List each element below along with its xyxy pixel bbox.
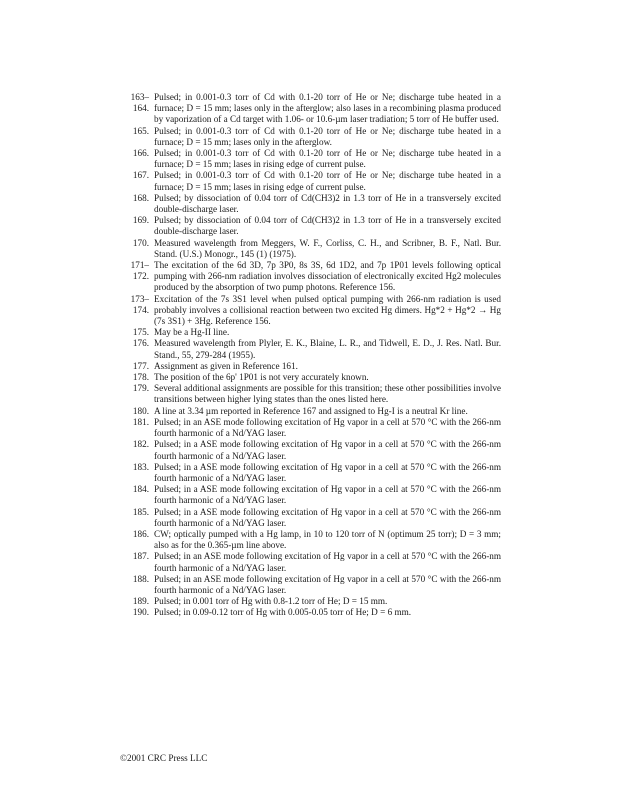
footnote-text: CW; optically pumped with a Hg lamp, in 10 to 120 torr of N (optimum 25 torr); D = 3 mm; also as for the 0.365-µm line above. xyxy=(154,528,501,551)
footnote-item xyxy=(117,607,501,618)
footnote-item xyxy=(117,574,501,596)
footnote-item xyxy=(117,406,501,417)
footnote-number: 173– 174. xyxy=(130,293,149,315)
footnote-item xyxy=(117,383,501,405)
footnote-number: 165. xyxy=(132,125,149,136)
footnote-text: Assignment as given in Reference 161. xyxy=(154,360,298,371)
footnote-number: 170. xyxy=(132,237,149,248)
footnote-text: Pulsed; by dissociation of 0.04 torr of Cd(CH3)2 in 1.3 torr of He in a transversely excited double-discharge laser. xyxy=(154,192,501,215)
footnote-number: 168. xyxy=(132,192,149,203)
footnote-number: 175. xyxy=(132,327,149,338)
footnote-text: Measured wavelength from Plyler, E. K., Blaine, L. R., and Tidwell, E. D., J. Res. Natl. Bur. Stand., 55, 279-284 (1955). xyxy=(154,338,501,360)
footnote-number: 181. xyxy=(132,416,149,427)
footnote-item xyxy=(117,596,501,607)
footnote-text: Pulsed; by dissociation of 0.04 torr of Cd(CH3)2 in 1.3 torr of He in a transversely excited double-discharge laser. xyxy=(154,215,501,237)
footnote-number: 184. xyxy=(132,484,149,495)
footnote-item xyxy=(117,148,501,170)
footnote-text: Pulsed; in an ASE mode following excitation of Hg vapor in a cell at 570 °C with the 266-nm fourth harmonic of a Nd/YAG laser. xyxy=(154,416,501,439)
footnote-number: 190. xyxy=(132,607,149,618)
footnote-text: Pulsed; in 0.09-0.12 torr of Hg with 0.005-0.05 torr of He; D = 6 mm. xyxy=(154,607,412,618)
footnote-text: Pulsed; in a ASE mode following excitation of Hg vapor in a cell at 570 °C with the 266-nm fourth harmonic of a Nd/YAG laser. xyxy=(154,439,501,461)
footnote-item xyxy=(117,551,501,573)
footnote-text: Pulsed; in an ASE mode following excitation of Hg vapor in a cell at 570 °C with the 266-nm fourth harmonic of a Nd/YAG laser. xyxy=(154,573,501,595)
footnote-text: Pulsed; in 0.001-0.3 torr of Cd with 0.1-20 torr of He or Ne; discharge tube heated in a furnace; D = 15 mm; lases in rising edge of current pulse. xyxy=(154,170,501,192)
footnote-text: Excitation of the 7s 3S1 level when pulsed optical pumping with 266-nm radiation is used probably involves a collisional reaction between two excited Hg dimers. Hg*2 + Hg*2 → Hg (7s 3S1) + 3Hg. Reference 156. xyxy=(154,293,501,327)
footnote-text: Pulsed; in an ASE mode following excitation of Hg vapor in a cell at 570 °C with the 266-nm fourth harmonic of a Nd/YAG laser. xyxy=(154,551,501,573)
footnote-text: A line at 3.34 µm reported in Reference 167 and assigned to Hg-I is a neutral Kr line. xyxy=(154,405,468,416)
footnote-number: 185. xyxy=(132,506,149,517)
footnote-text: Pulsed; in 0.001-0.3 torr of Cd with 0.1-20 torr of He or Ne; discharge tube heated in a furnace; D = 15 mm; lases in rising edge of current pulse. xyxy=(154,148,501,170)
footnote-text: May be a Hg-II line. xyxy=(154,327,230,338)
footnote-number: 178. xyxy=(132,372,149,383)
footnote-item xyxy=(117,193,501,215)
footnote-number: 167. xyxy=(132,170,149,181)
footnote-number: 183. xyxy=(132,461,149,472)
footnote-text: Pulsed; in 0.001-0.3 torr of Cd with 0.1-20 torr of He or Ne; discharge tube heated in a furnace; D = 15 mm; lases only in the afterglow; also lases in a recombining plasma produced by vaporization of a Cd target with 1.06- or 10.6-µm laser tradiation; 5 torr of He buffer used. xyxy=(154,92,501,125)
footnote-item xyxy=(117,361,501,372)
footnote-item xyxy=(117,439,501,461)
footnote-item xyxy=(117,507,501,529)
footnote-number: 179. xyxy=(132,383,149,394)
footnote-number: 169. xyxy=(132,215,149,226)
footnote-list xyxy=(117,92,501,619)
footnote-item xyxy=(117,462,501,484)
footnote-text: The position of the 6p' 1P01 is not very accurately known. xyxy=(154,372,369,383)
footnote-text: Pulsed; in 0.001 torr of Hg with 0.8-1.2 torr of He; D = 15 mm. xyxy=(154,596,388,607)
footnote-item xyxy=(117,92,501,126)
footnote-item xyxy=(117,215,501,237)
footnote-item xyxy=(117,484,501,506)
footnote-text: Measured wavelength from Meggers, W. F., Corliss, C. H., and Scribner, B. F., Natl. Bur. Stand. (U.S.) Monogr., 145 (1) (1975). xyxy=(154,237,501,259)
footnote-number: 189. xyxy=(132,596,149,607)
footnote-item xyxy=(117,238,501,260)
footnote-item xyxy=(117,338,501,360)
footnote-number: 188. xyxy=(132,573,149,584)
footnote-item xyxy=(117,170,501,192)
footnote-number: 171– 172. xyxy=(130,260,149,282)
footnote-number: 177. xyxy=(132,360,149,371)
footnote-text: Pulsed; in a ASE mode following excitation of Hg vapor in a cell at 570 °C with the 266-nm fourth harmonic of a Nd/YAG laser. xyxy=(154,506,501,528)
footnote-number: 186. xyxy=(132,528,149,539)
footnote-item xyxy=(117,260,501,294)
footnote-text: Pulsed; in a ASE mode following excitation of Hg vapor in a cell at 570 °C with the 266-nm fourth harmonic of a Nd/YAG laser. xyxy=(154,461,501,483)
footnote-item xyxy=(117,372,501,383)
footnote-number: 182. xyxy=(132,439,149,450)
footnote-text: The excitation of the 6d 3D, 7p 3P0, 8s 3S, 6d 1D2, and 7p 1P01 levels following optical pumping with 266-nm radiation involves dissociation of electronically excited Hg2 molecules produced by the absorption of two pump photons. Reference 156. xyxy=(154,260,501,293)
footnote-item xyxy=(117,327,501,338)
footnote-number: 176. xyxy=(132,338,149,349)
footnote-item xyxy=(117,529,501,551)
footnote-number: 187. xyxy=(132,551,149,562)
footnote-item xyxy=(117,126,501,148)
footnote-text: Pulsed; in 0.001-0.3 torr of Cd with 0.1-20 torr of He or Ne; discharge tube heated in a furnace; D = 15 mm; lases only in the afterglow. xyxy=(154,125,501,147)
footnote-number: 166. xyxy=(132,148,149,159)
footnote-item xyxy=(117,294,501,328)
footnote-text: Several additional assignments are possible for this transition; these other possibilities involve transitions between higher lying states than the ones listed here. xyxy=(154,383,501,405)
footnote-item xyxy=(117,417,501,439)
copyright-footer: ©2001 CRC Press LLC xyxy=(120,753,208,763)
footnote-number: 180. xyxy=(132,405,149,416)
footnote-text: Pulsed; in a ASE mode following excitation of Hg vapor in a cell at 570 °C with the 266-nm fourth harmonic of a Nd/YAG laser. xyxy=(154,484,501,506)
footnote-number: 163– 164. xyxy=(130,92,149,114)
